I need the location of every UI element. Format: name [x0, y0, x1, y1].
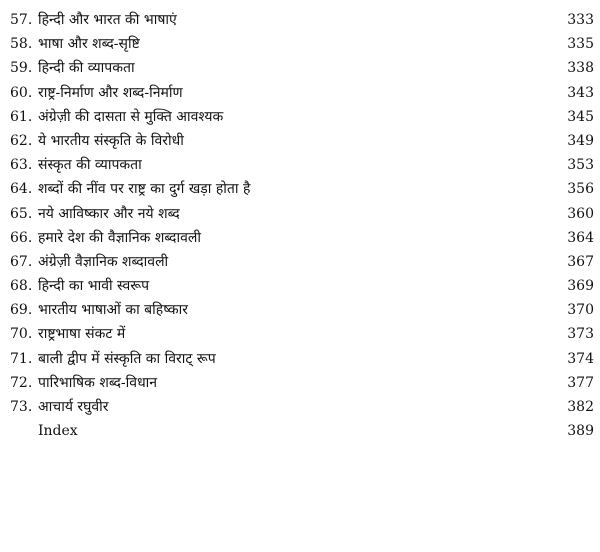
entry-number: 69.: [10, 302, 33, 319]
entry-number: 66.: [10, 229, 33, 246]
entry-number: 68.: [10, 278, 33, 295]
entry-number: 62.: [10, 132, 33, 149]
entry-title: भाषा और शब्द-सृष्टि: [38, 36, 140, 53]
entry-page-number: 370: [567, 302, 594, 319]
toc-entry-57: [0, 8, 600, 32]
entry-page-number: 338: [567, 60, 594, 77]
entry-number: 57.: [10, 12, 33, 28]
entry-number: 61.: [10, 108, 33, 125]
toc-entry-index: [0, 419, 600, 443]
toc-entry-64: [0, 177, 600, 201]
toc-entry-63: [0, 153, 600, 177]
toc-entry-58: [0, 32, 600, 56]
entry-title: शब्दों की नींव पर राष्ट्र का दुर्ग खड़ा होता है: [38, 181, 251, 198]
entry-page-number: 356: [567, 181, 594, 198]
entry-number: 64.: [10, 181, 33, 198]
table-of-contents: [0, 8, 600, 443]
entry-number: 58.: [10, 36, 33, 53]
entry-number: 65.: [10, 205, 33, 222]
entry-page-number: 360: [567, 205, 594, 222]
toc-entry-73: [0, 395, 600, 419]
entry-page-number: 343: [567, 84, 594, 101]
toc-entry-61: [0, 105, 600, 129]
entry-title: राष्ट्रभाषा संकट में: [38, 326, 126, 343]
entry-page-number: 389: [567, 423, 594, 440]
entry-title: अंग्रेज़ी वैज्ञानिक शब्दावली: [38, 253, 169, 270]
entry-page-number: 377: [567, 374, 594, 391]
entry-number: 72.: [10, 374, 33, 391]
entry-title: Index: [38, 423, 78, 440]
entry-page-number: 373: [567, 326, 594, 343]
entry-number: 73.: [10, 399, 33, 415]
toc-entry-66: [0, 226, 600, 250]
toc-entry-71: [0, 347, 600, 371]
toc-entry-70: [0, 322, 600, 346]
entry-title: हिन्दी का भावी स्वरूप: [38, 278, 150, 295]
entry-page-number: 364: [567, 229, 594, 246]
entry-title: भारतीय भाषाओं का बहिष्कार: [38, 302, 188, 319]
entry-title: अंग्रेज़ी की दासता से मुक्ति आवश्यक: [38, 108, 224, 125]
toc-entry-59: [0, 56, 600, 80]
toc-entry-67: [0, 250, 600, 274]
entry-page-number: 333: [567, 12, 594, 28]
entry-number: 60.: [10, 84, 33, 101]
entry-page-number: 345: [567, 108, 594, 125]
entry-title: नये आविष्कार और नये शब्द: [38, 205, 180, 222]
toc-entry-65: [0, 202, 600, 226]
entry-page-number: 382: [567, 399, 594, 415]
entry-page-number: 349: [567, 132, 594, 149]
entry-title: हिन्दी की व्यापकता: [38, 60, 135, 77]
entry-title: आचार्य रघुवीर: [38, 399, 109, 415]
entry-number: 67.: [10, 253, 33, 270]
entry-title: संस्कृत की व्यापकता: [38, 157, 142, 174]
entry-number: 63.: [10, 157, 33, 174]
entry-page-number: 369: [567, 278, 594, 295]
toc-entry-72: [0, 371, 600, 395]
entry-page-number: 374: [567, 350, 594, 367]
entry-title: बाली द्वीप में संस्कृति का विराट् रूप: [38, 350, 216, 367]
entry-title: ये भारतीय संस्कृति के विरोधी: [38, 132, 184, 149]
entry-title: पारिभाषिक शब्द-विधान: [38, 374, 158, 391]
entry-title: राष्ट्र-निर्माण और शब्द-निर्माण: [38, 84, 183, 101]
entry-number: 71.: [10, 350, 33, 367]
entry-page-number: 367: [567, 253, 594, 270]
toc-entry-69: [0, 298, 600, 322]
toc-entry-68: [0, 274, 600, 298]
toc-entry-60: [0, 81, 600, 105]
entry-number: 70.: [10, 326, 33, 343]
entry-page-number: 335: [567, 36, 594, 53]
entry-number: 59.: [10, 60, 33, 77]
entry-page-number: 353: [567, 157, 594, 174]
entry-title: हमारे देश की वैज्ञानिक शब्दावली: [38, 229, 201, 246]
entry-title: हिन्दी और भारत की भाषाएं: [38, 12, 177, 28]
toc-entry-62: [0, 129, 600, 153]
